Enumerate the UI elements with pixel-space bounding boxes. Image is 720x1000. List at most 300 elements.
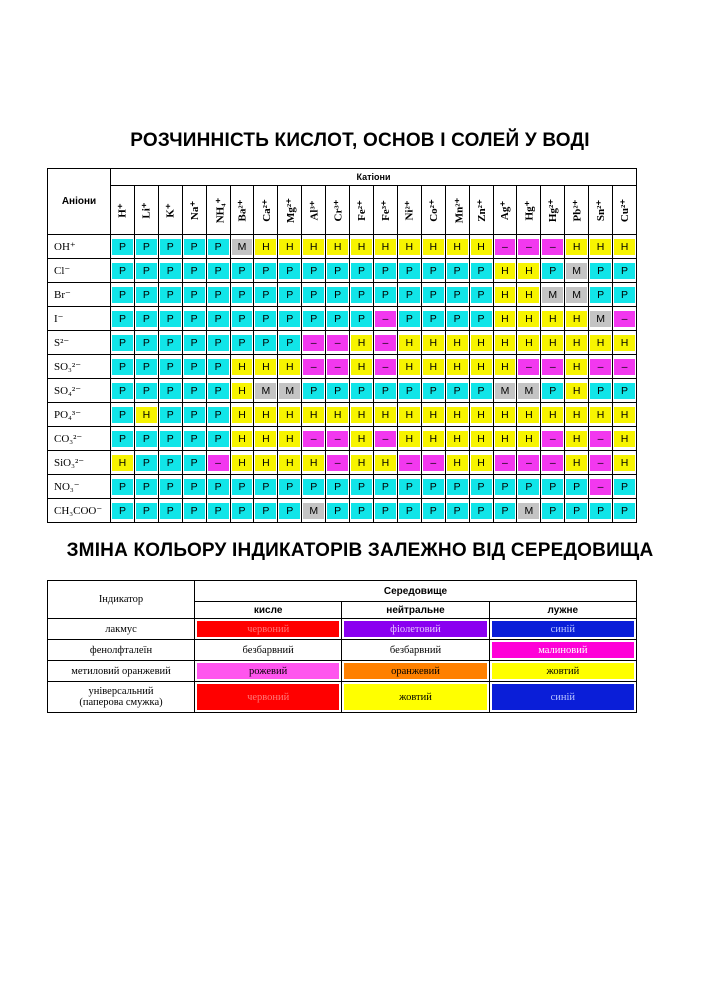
solubility-value: Р [590,263,611,279]
cation-label: H⁺ [116,202,129,218]
solubility-value: М [518,503,539,519]
solubility-value: Р [208,431,229,447]
solubility-value: Р [208,359,229,375]
solubility-value: Р [279,503,300,519]
solubility-value: Н [303,239,324,255]
solubility-value: Р [184,455,205,471]
solubility-cell [373,499,397,523]
solubility-cell [254,475,278,499]
solubility-cell [397,355,421,379]
solubility-cell [278,427,302,451]
solubility-value: Р [590,383,611,399]
solubility-cell [589,499,613,523]
solubility-value: Р [112,335,133,351]
solubility-cell [541,379,565,403]
solubility-value: Р [112,503,133,519]
solubility-value: – [399,455,420,471]
indicator-color-value: синій [492,621,634,637]
anion-row [48,355,637,379]
solubility-value: М [232,239,253,255]
solubility-cell [134,451,158,475]
solubility-cell [158,379,182,403]
solubility-cell [230,499,254,523]
anion-row [48,235,637,259]
solubility-value: – [208,455,229,471]
solubility-cell [206,451,230,475]
solubility-value: – [423,455,444,471]
solubility-value: Н [399,431,420,447]
anions-header: Аніони [48,169,111,235]
solubility-cell [373,259,397,283]
solubility-value: – [375,431,396,447]
solubility-cell [589,427,613,451]
indicator-color-cell [489,682,636,713]
solubility-cell [111,499,135,523]
solubility-value: Н [423,239,444,255]
cation-label: Ba²⁺ [236,199,249,221]
solubility-cell [302,499,326,523]
cation-label: Sn²⁺ [595,199,608,221]
solubility-value: Р [184,263,205,279]
solubility-cell [302,235,326,259]
solubility-cell [373,475,397,499]
solubility-value: Р [542,263,563,279]
solubility-cell [326,355,350,379]
solubility-cell [278,355,302,379]
solubility-value: Н [279,407,300,423]
solubility-value: Р [495,503,516,519]
solubility-value: Н [566,383,587,399]
solubility-value: – [495,239,516,255]
solubility-value: Р [160,383,181,399]
solubility-cell [469,331,493,355]
solubility-cell [350,331,374,355]
cation-label: Fe²⁺ [356,199,369,221]
solubility-value: Р [232,503,253,519]
solubility-cell [565,259,589,283]
solubility-cell [469,259,493,283]
solubility-value: Н [566,359,587,375]
solubility-value: Н [566,311,587,327]
medium-label: нейтральне [342,602,489,619]
cation-label: Fe³⁺ [379,199,392,221]
solubility-value: Н [279,455,300,471]
solubility-cell [326,427,350,451]
solubility-cell [493,355,517,379]
solubility-value: – [327,335,348,351]
solubility-value: Р [471,479,492,495]
solubility-value: Р [208,383,229,399]
solubility-cell [206,427,230,451]
solubility-value: Р [208,239,229,255]
solubility-value: Р [160,455,181,471]
solubility-value: М [566,287,587,303]
solubility-value: Н [423,407,444,423]
solubility-value: Р [232,335,253,351]
solubility-value: Р [327,311,348,327]
solubility-value: Р [351,311,372,327]
solubility-cell [254,235,278,259]
solubility-cell [111,475,135,499]
solubility-value: Р [423,311,444,327]
solubility-cell [350,475,374,499]
cation-header [182,186,206,235]
solubility-value: Н [351,455,372,471]
solubility-value: Н [447,455,468,471]
solubility-value: Р [375,503,396,519]
solubility-value: Н [279,359,300,375]
solubility-value: Р [614,479,635,495]
solubility-cell [111,283,135,307]
solubility-cell [445,499,469,523]
solubility-cell [445,235,469,259]
solubility-value: – [303,431,324,447]
solubility-cell [302,427,326,451]
indicator-row [48,682,637,713]
solubility-cell [493,427,517,451]
solubility-cell [230,427,254,451]
indicator-color-value: синій [492,684,634,710]
solubility-cell [134,283,158,307]
solubility-value: Н [351,431,372,447]
solubility-value: Р [471,383,492,399]
solubility-cell [373,307,397,331]
solubility-cell [230,259,254,283]
solubility-value: Р [542,479,563,495]
cation-header [278,186,302,235]
solubility-value: Р [160,431,181,447]
solubility-value: Р [160,239,181,255]
solubility-value: М [518,383,539,399]
solubility-value: Р [279,263,300,279]
anion-row [48,403,637,427]
cation-label: Cr³⁺ [332,199,345,221]
solubility-value: – [375,335,396,351]
solubility-cell [302,403,326,427]
cation-header [397,186,421,235]
solubility-value: Р [160,407,181,423]
solubility-cell [326,259,350,283]
solubility-cell [134,259,158,283]
solubility-cell [111,331,135,355]
solubility-cell [111,379,135,403]
solubility-value: Р [136,431,157,447]
solubility-value: Н [614,407,635,423]
solubility-cell [302,451,326,475]
anion-label: I⁻ [48,307,111,331]
solubility-cell [493,451,517,475]
solubility-value: Н [255,431,276,447]
solubility-value: Н [423,335,444,351]
solubility-cell [373,403,397,427]
solubility-cell [230,307,254,331]
solubility-cell [397,427,421,451]
solubility-cell [397,403,421,427]
solubility-value: Н [542,311,563,327]
solubility-cell [589,259,613,283]
solubility-cell [254,499,278,523]
solubility-cell [158,403,182,427]
solubility-cell [278,499,302,523]
solubility-value: Н [399,359,420,375]
solubility-cell [206,307,230,331]
indicator-color-cell [489,619,636,640]
solubility-value: Н [518,311,539,327]
solubility-value: Р [208,503,229,519]
solubility-cell [517,499,541,523]
solubility-value: Р [303,479,324,495]
solubility-cell [206,475,230,499]
solubility-cell [230,355,254,379]
solubility-cell [278,379,302,403]
solubility-cell [421,307,445,331]
cation-label: Cu²⁺ [619,198,632,222]
cation-header [254,186,278,235]
indicator-header: Індикатор [48,581,195,619]
solubility-cell [517,451,541,475]
solubility-value: Р [184,359,205,375]
medium-label: кисле [195,602,342,619]
solubility-cell [302,283,326,307]
anion-label: Cl⁻ [48,259,111,283]
solubility-value: Н [399,239,420,255]
solubility-cell [182,475,206,499]
solubility-cell [397,451,421,475]
indicator-color-cell [489,640,636,661]
solubility-value: – [518,359,539,375]
solubility-cell [445,475,469,499]
solubility-cell [278,307,302,331]
solubility-value: Н [447,407,468,423]
cation-label: Zn²⁺ [475,198,488,222]
solubility-value: Р [232,479,253,495]
solubility-cell [373,331,397,355]
solubility-cell [134,331,158,355]
solubility-value: Р [112,431,133,447]
header-row [48,169,637,186]
solubility-value: – [327,431,348,447]
solubility-cell [278,331,302,355]
solubility-value: Н [471,431,492,447]
solubility-value: Р [184,311,205,327]
solubility-value: – [542,239,563,255]
solubility-cell [111,403,135,427]
indicator-color-value: червоний [197,684,339,710]
solubility-value: М [590,311,611,327]
solubility-cell [182,451,206,475]
solubility-value: Р [112,239,133,255]
solubility-cell [182,403,206,427]
indicator-color-value: червоний [197,621,339,637]
solubility-cell [397,283,421,307]
solubility-value: Н [255,239,276,255]
solubility-value: Н [447,359,468,375]
indicator-color-cell [195,619,342,640]
solubility-value: М [566,263,587,279]
solubility-cell [254,451,278,475]
solubility-value: Р [112,383,133,399]
solubility-value: Р [495,479,516,495]
solubility-value: Н [447,239,468,255]
solubility-value: Н [518,287,539,303]
solubility-cell [445,259,469,283]
solubility-cell [613,499,637,523]
solubility-value: – [303,359,324,375]
solubility-cell [565,499,589,523]
cation-label: K⁺ [164,202,177,218]
solubility-value: М [542,287,563,303]
cation-header [517,186,541,235]
solubility-cell [326,331,350,355]
solubility-cell [302,307,326,331]
anion-row [48,331,637,355]
solubility-cell [158,283,182,307]
solubility-cell [254,259,278,283]
solubility-value: М [279,383,300,399]
solubility-value: Р [136,383,157,399]
indicator-color-value: безбарвний [197,642,339,658]
solubility-value: Н [232,383,253,399]
solubility-cell [493,283,517,307]
solubility-cell [613,427,637,451]
solubility-value: Н [375,407,396,423]
cation-header [493,186,517,235]
solubility-cell [206,379,230,403]
solubility-value: Р [447,383,468,399]
cation-header [134,186,158,235]
solubility-value: Р [542,503,563,519]
solubility-value: Н [590,407,611,423]
solubility-cell [182,235,206,259]
solubility-value: Н [542,335,563,351]
solubility-cell [111,451,135,475]
solubility-cell [111,259,135,283]
solubility-cell [541,307,565,331]
solubility-value: Р [184,479,205,495]
solubility-cell [350,259,374,283]
solubility-value: Н [447,431,468,447]
solubility-cell [158,307,182,331]
solubility-value: Р [423,479,444,495]
solubility-value: Р [208,335,229,351]
solubility-value: Н [279,431,300,447]
solubility-cell [421,499,445,523]
solubility-cell [541,427,565,451]
solubility-cell [206,331,230,355]
solubility-value: Н [303,407,324,423]
solubility-value: Н [279,239,300,255]
solubility-cell [589,331,613,355]
anion-row [48,475,637,499]
solubility-value: Р [399,263,420,279]
solubility-value: Р [112,287,133,303]
solubility-cell [373,355,397,379]
solubility-cell [326,283,350,307]
solubility-value: Р [112,407,133,423]
solubility-cell [206,355,230,379]
solubility-cell [373,427,397,451]
solubility-value: Р [614,383,635,399]
solubility-value: Н [495,407,516,423]
solubility-cell [278,403,302,427]
cation-label: Mn²⁺ [452,197,465,223]
solubility-cell [158,235,182,259]
solubility-value: – [495,455,516,471]
indicator-row [48,619,637,640]
anion-row [48,307,637,331]
solubility-value: Н [542,407,563,423]
solubility-value: Р [112,263,133,279]
solubility-value: Р [423,503,444,519]
solubility-cell [302,259,326,283]
solubility-cell [182,499,206,523]
indicator-color-cell [195,640,342,661]
cation-header [445,186,469,235]
solubility-cell [445,283,469,307]
indicator-color-value: малиновий [492,642,634,658]
solubility-cell [613,451,637,475]
solubility-cell [254,355,278,379]
solubility-cell [493,259,517,283]
solubility-value: Р [614,287,635,303]
solubility-value: Н [590,335,611,351]
solubility-value: Р [614,503,635,519]
solubility-value: Н [566,407,587,423]
indicator-table [47,580,637,713]
solubility-cell [517,331,541,355]
anion-label: CO₃²⁻ [48,427,111,451]
solubility-cell [469,475,493,499]
solubility-value: Р [184,407,205,423]
solubility-value: Р [327,503,348,519]
solubility-value: Н [399,335,420,351]
indicator-row [48,661,637,682]
solubility-cell [541,283,565,307]
solubility-value: Р [160,287,181,303]
solubility-value: Н [590,239,611,255]
solubility-value: Р [327,263,348,279]
solubility-cell [541,451,565,475]
solubility-cell [589,379,613,403]
solubility-cell [158,451,182,475]
solubility-value: Р [208,407,229,423]
solubility-value: Р [136,335,157,351]
solubility-cell [421,475,445,499]
solubility-value: Р [423,287,444,303]
solubility-value: Р [255,263,276,279]
solubility-value: Р [399,287,420,303]
solubility-cell [326,379,350,403]
solubility-cell [469,235,493,259]
solubility-value: Н [232,455,253,471]
solubility-cell [254,427,278,451]
solubility-cell [158,427,182,451]
indicator-name: універсальний (паперова смужка) [48,682,195,713]
cation-label: Mg²⁺ [285,197,298,223]
solubility-cell [613,235,637,259]
solubility-cell [182,307,206,331]
solubility-value: Р [303,383,324,399]
solubility-cell [517,283,541,307]
solubility-cell [182,355,206,379]
solubility-value: Р [160,503,181,519]
solubility-cell [182,283,206,307]
solubility-cell [517,307,541,331]
solubility-cell [350,427,374,451]
cation-header [589,186,613,235]
solubility-cell [469,355,493,379]
anion-row [48,451,637,475]
